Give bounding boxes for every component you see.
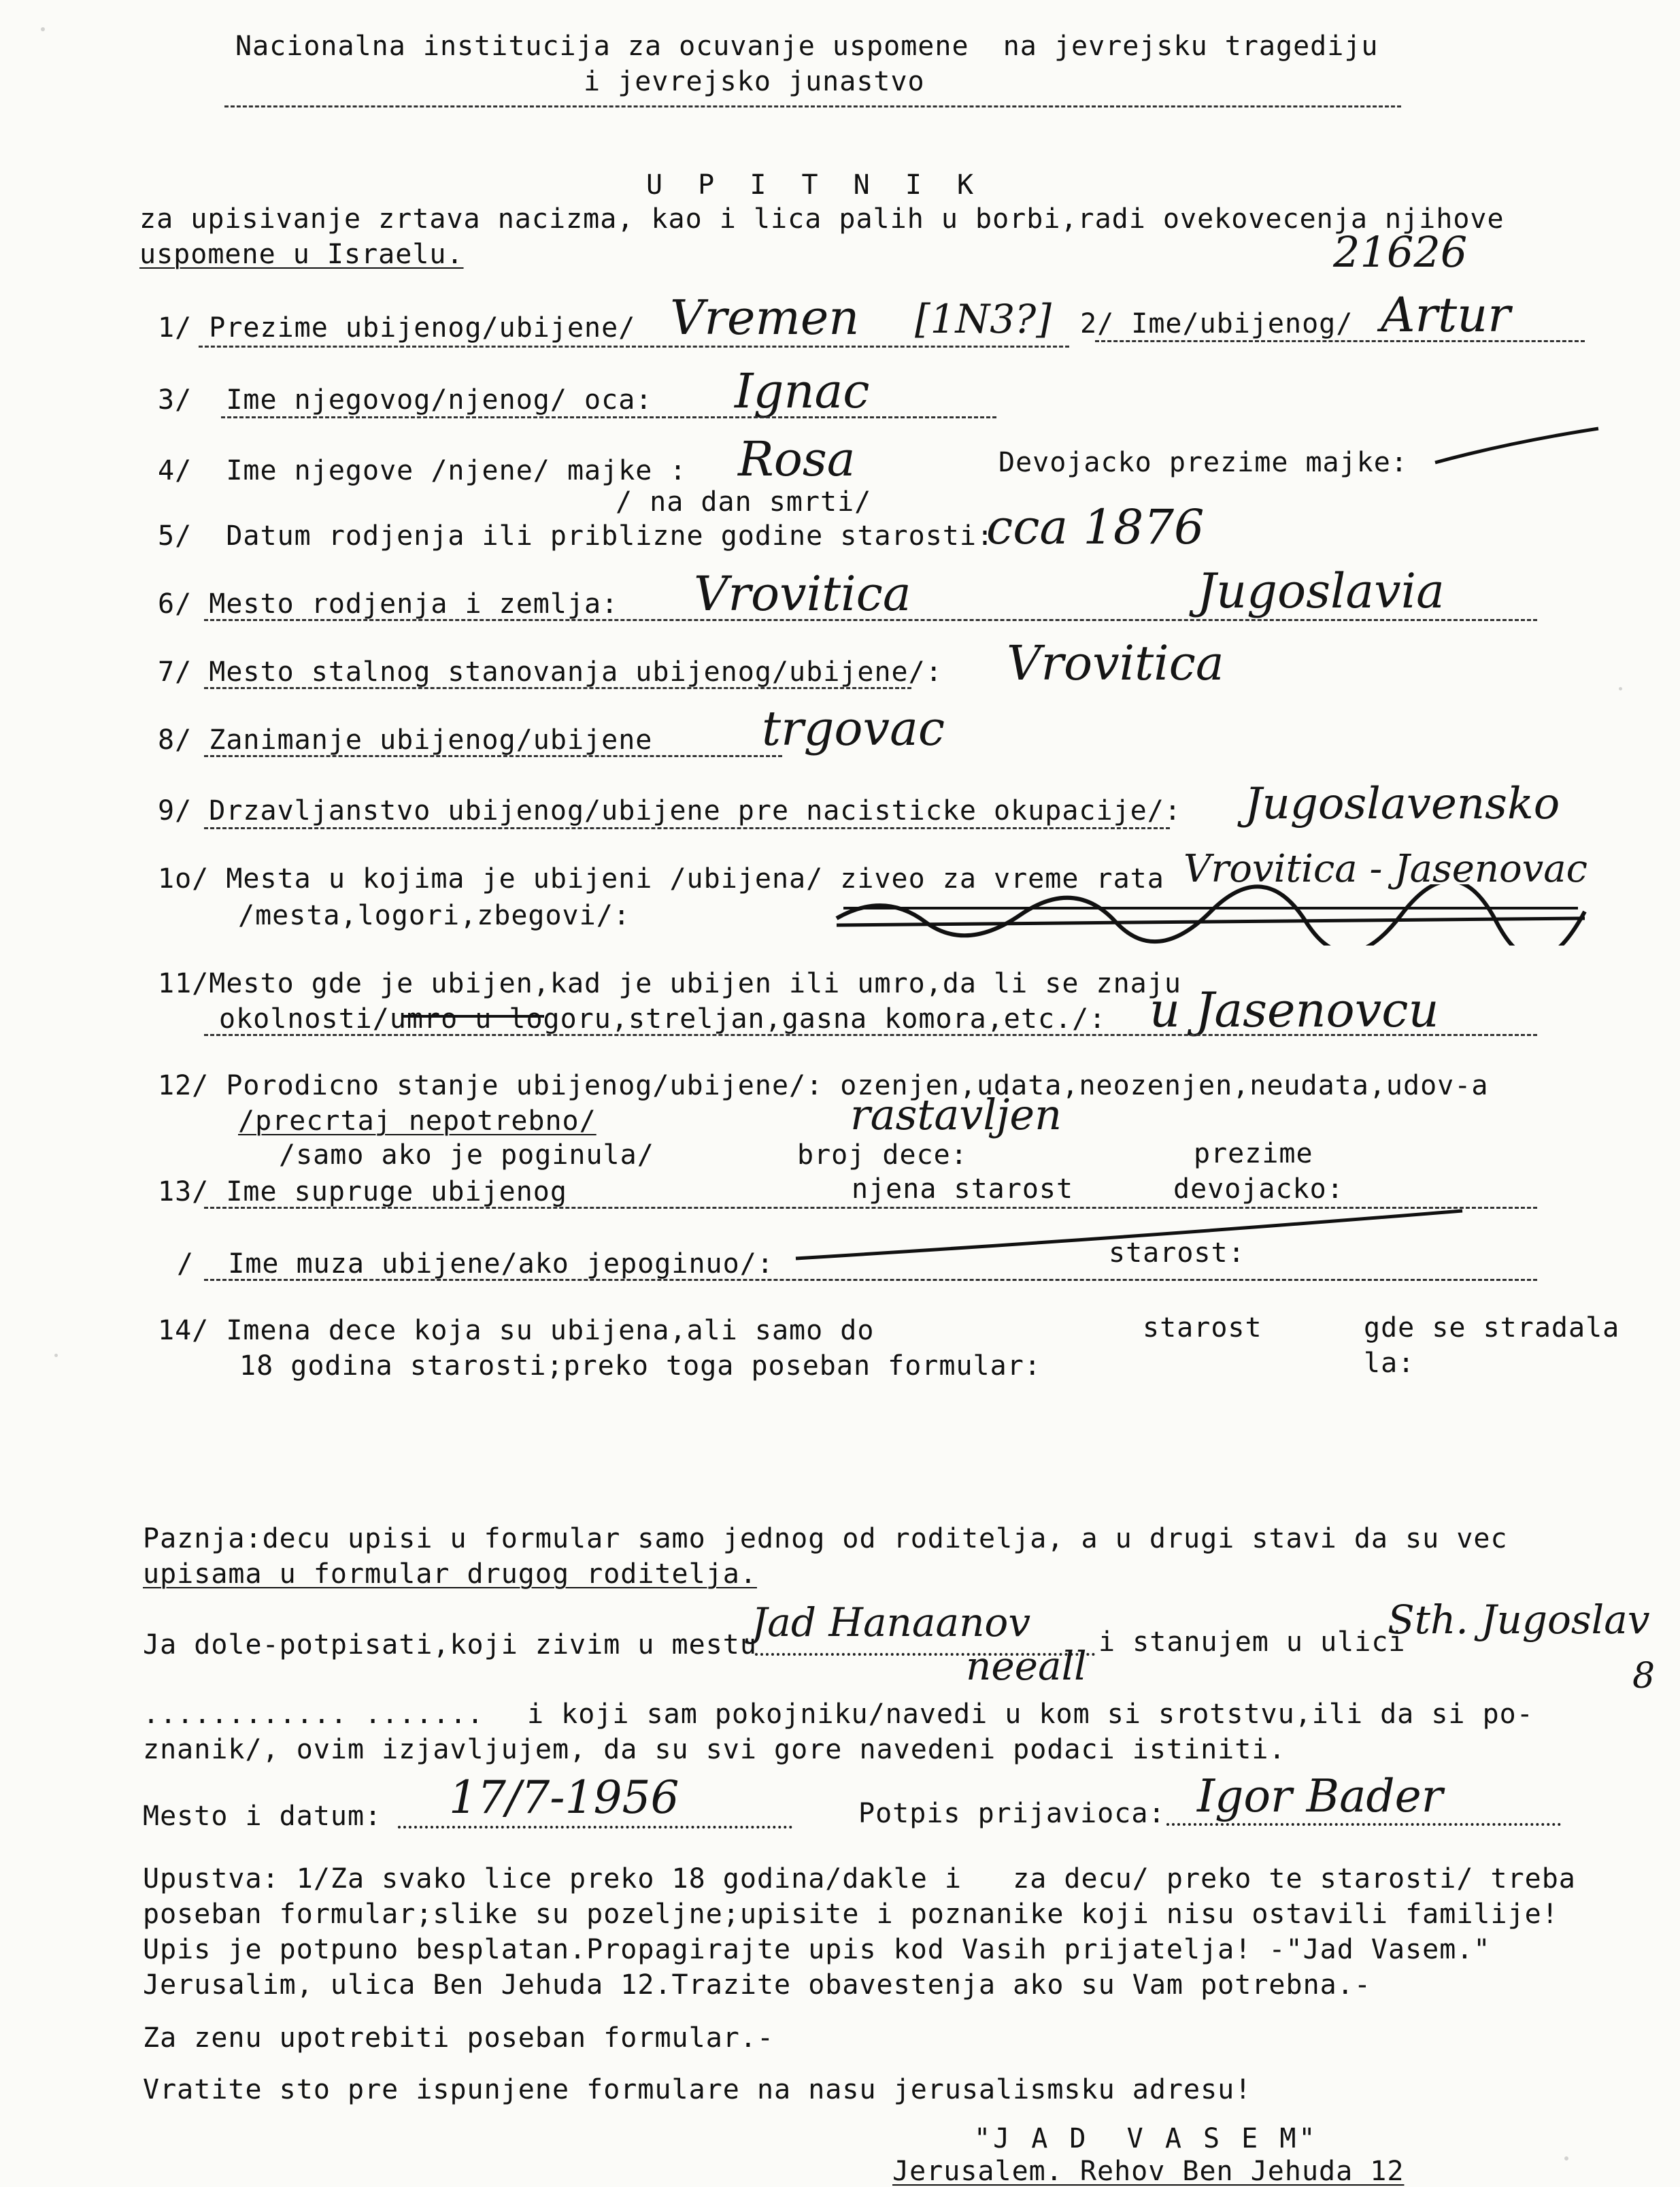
field-4-value: Rosa — [738, 431, 856, 487]
field-1-line — [199, 346, 1069, 348]
field-9-value: Jugoslavensko — [1245, 779, 1560, 829]
header-line-2: i jevrejsko junastvo — [584, 66, 925, 97]
field-14-label-2: 18 godina starosti;preko toga poseban formular: — [239, 1350, 1041, 1382]
declaration-line-1a: Ja dole-potpisati,koji zivim u mestu — [143, 1629, 757, 1660]
field-11-label-2: okolnosti/umro u logoru,streljan,gasna komora,etc./: — [219, 1003, 1107, 1035]
field-3-label: 3/ Ime njegovog/njenog/ oca: — [158, 384, 653, 416]
field-4-maiden-dash — [1428, 422, 1605, 476]
scan-speck — [1619, 687, 1622, 690]
declaration-line-2: i koji sam pokojniku/navedi u kom si srotstvu,ili da si po- — [527, 1699, 1534, 1730]
field-3-value: Ignac — [735, 363, 870, 419]
field-13-note: /samo ako je poginula/ — [279, 1139, 654, 1171]
field-13b-age: starost: — [1109, 1237, 1245, 1269]
field-6-line — [204, 619, 1537, 621]
field-12-label: 12/ Porodicno stanje ubijenog/ubijene/: ozenjen,udata,neozenjen,neudata,udov-a — [158, 1070, 1489, 1101]
notice-line-2: upisama u formular drugog roditelja. — [143, 1558, 757, 1590]
declaration-line-1b: i stanujem u ulici — [1098, 1626, 1406, 1658]
record-number: 21626 — [1333, 227, 1468, 277]
declaration-line-2-dots: ............ ....... — [143, 1699, 484, 1730]
instructions-line-4: Jerusalim, ulica Ben Jehuda 12.Trazite obavestenja ako su Vam potrebna.- — [143, 1969, 1371, 2001]
field-5-value: cca 1876 — [986, 499, 1205, 555]
field-14-label: 14/ Imena dece koja su ubijena,ali samo do — [158, 1315, 875, 1346]
field-12-value: rastavljen — [850, 1090, 1062, 1139]
field-6-value-place: Vrovitica — [694, 566, 911, 622]
field-11-value: u Jasenovcu — [1149, 982, 1439, 1038]
declaration-street-2: neeall — [966, 1643, 1087, 1689]
field-14-age: starost — [1143, 1312, 1262, 1343]
field-8-value: trgovac — [762, 701, 945, 756]
header-divider — [224, 105, 1401, 107]
scan-speck — [1564, 2156, 1568, 2160]
field-4-note: / na dan smrti/ — [616, 486, 872, 518]
date-value: 17/7-1956 — [449, 1771, 679, 1824]
field-2-line — [1095, 340, 1585, 342]
signature-label: Potpis prijavioca: — [858, 1798, 1166, 1829]
field-4-maiden-label: Devojacko prezime majke: — [998, 447, 1408, 478]
scan-speck — [54, 1354, 58, 1357]
field-14-where-2: la: — [1364, 1348, 1415, 1379]
form-title: U P I T N I K — [646, 169, 984, 201]
declaration-street: Sth. Jugoslav — [1388, 1597, 1650, 1643]
field-7-label: 7/ Mesto stalnog stanovanja ubijenog/ubijene/: — [158, 656, 943, 688]
header-line-1: Nacionalna institucija za ocuvanje uspomene na jevrejsku tragediju — [235, 31, 1379, 62]
field-2-label: 2/ Ime/ubijenog/ — [1080, 308, 1354, 339]
field-13-label: 13/ Ime supruge ubijenog — [158, 1176, 567, 1207]
instructions-line-1: Upustva: 1/Za svako lice preko 18 godina/dakle i za decu/ preko te starosti/ treba — [143, 1863, 1576, 1894]
field-13-maiden: devojacko: — [1173, 1173, 1344, 1205]
field-7-line — [204, 687, 911, 689]
declaration-place: Jad Hanaanov — [752, 1599, 1031, 1646]
field-1-value: Vremen — [670, 290, 860, 346]
field-11-label: 11/Mesto gde je ubijen,kad je ubijen ili umro,da li se znaju — [158, 968, 1181, 999]
field-3-line — [221, 416, 996, 418]
date-label: Mesto i datum: — [143, 1801, 382, 1832]
field-2-value: Artur — [1381, 287, 1511, 343]
instructions-line-3: Upis je potpuno besplatan.Propagirajte upis kod Vasih prijatelja! -"Jad Vasem." — [143, 1934, 1491, 1965]
scan-speck — [41, 27, 45, 31]
notice-line-1: Paznja:decu upisi u formular samo jednog od roditelja, a u drugi stavi da su vec — [143, 1523, 1508, 1554]
field-7-value: Vrovitica — [1007, 635, 1224, 691]
field-11-strike — [401, 1015, 544, 1018]
field-14-where: gde se stradala — [1364, 1312, 1620, 1343]
field-13b-dash — [789, 1204, 1469, 1269]
date-dots — [398, 1826, 792, 1829]
field-13b-label: / Ime muza ubijene/ako jepoginuo/: — [177, 1248, 774, 1280]
field-1-label: 1/ Prezime ubijenog/ubijene/ — [158, 312, 636, 344]
instructions-line-6: Vratite sto pre ispunjene formulare na nasu jerusalismsku adresu! — [143, 2074, 1252, 2105]
instructions-line-2: poseban formular;slike su pozeljne;upisite i poznanike koji nisu ostavili familije! — [143, 1899, 1559, 1930]
field-13-children: broj dece: — [797, 1139, 968, 1171]
field-13b-line — [204, 1279, 1537, 1281]
field-9-label: 9/ Drzavljanstvo ubijenog/ubijene pre nacisticke okupacije/: — [158, 795, 1181, 827]
field-6-value-country: Jugoslavia — [1197, 563, 1445, 619]
field-13-age: njena starost — [852, 1173, 1074, 1205]
declaration-line-3: znanik/, ovim izjavljujem, da su svi gore navedeni podaci istiniti. — [143, 1734, 1286, 1765]
field-1-bracket: [1N3?] — [915, 296, 1052, 342]
field-10-label: 1o/ Mesta u kojima je ubijeni /ubijena/ ziveo za vreme rata — [158, 863, 1164, 895]
field-12-label-2: /precrtaj nepotrebno/ — [238, 1105, 597, 1137]
declaration-street-number: 8 — [1632, 1656, 1656, 1697]
footer-org: "J A D V A S E M" — [974, 2123, 1318, 2154]
instructions-line-5: Za zenu upotrebiti poseban formular.- — [143, 2022, 775, 2054]
intro-line-1: za upisivanje zrtava nacizma, kao i lica palih u borbi,radi ovekovecenja njihove — [139, 203, 1505, 235]
field-10-label-2: /mesta,logori,zbegovi/: — [238, 900, 631, 931]
field-10-value: Vrovitica - Jasenovac — [1183, 847, 1588, 891]
field-13-prezime: prezime — [1194, 1138, 1313, 1169]
field-8-label: 8/ Zanimanje ubijenog/ubijene — [158, 724, 653, 756]
signature-dots — [1166, 1823, 1561, 1826]
field-11-line — [204, 1034, 1537, 1036]
footer-address: Jerusalem. Rehov Ben Jehuda 12 — [892, 2156, 1405, 2187]
field-10-crossed-out — [830, 884, 1598, 946]
field-4-label: 4/ Ime njegove /njene/ majke : — [158, 455, 687, 486]
signature-value: Igor Bader — [1197, 1770, 1443, 1822]
intro-line-2: uspomene u Israelu. — [139, 239, 464, 270]
field-9-line — [204, 827, 1170, 829]
field-5-label: 5/ Datum rodjenja ili priblizne godine starosti: — [158, 520, 994, 552]
field-6-label: 6/ Mesto rodjenja i zemlja: — [158, 588, 619, 620]
field-8-line — [204, 755, 782, 757]
